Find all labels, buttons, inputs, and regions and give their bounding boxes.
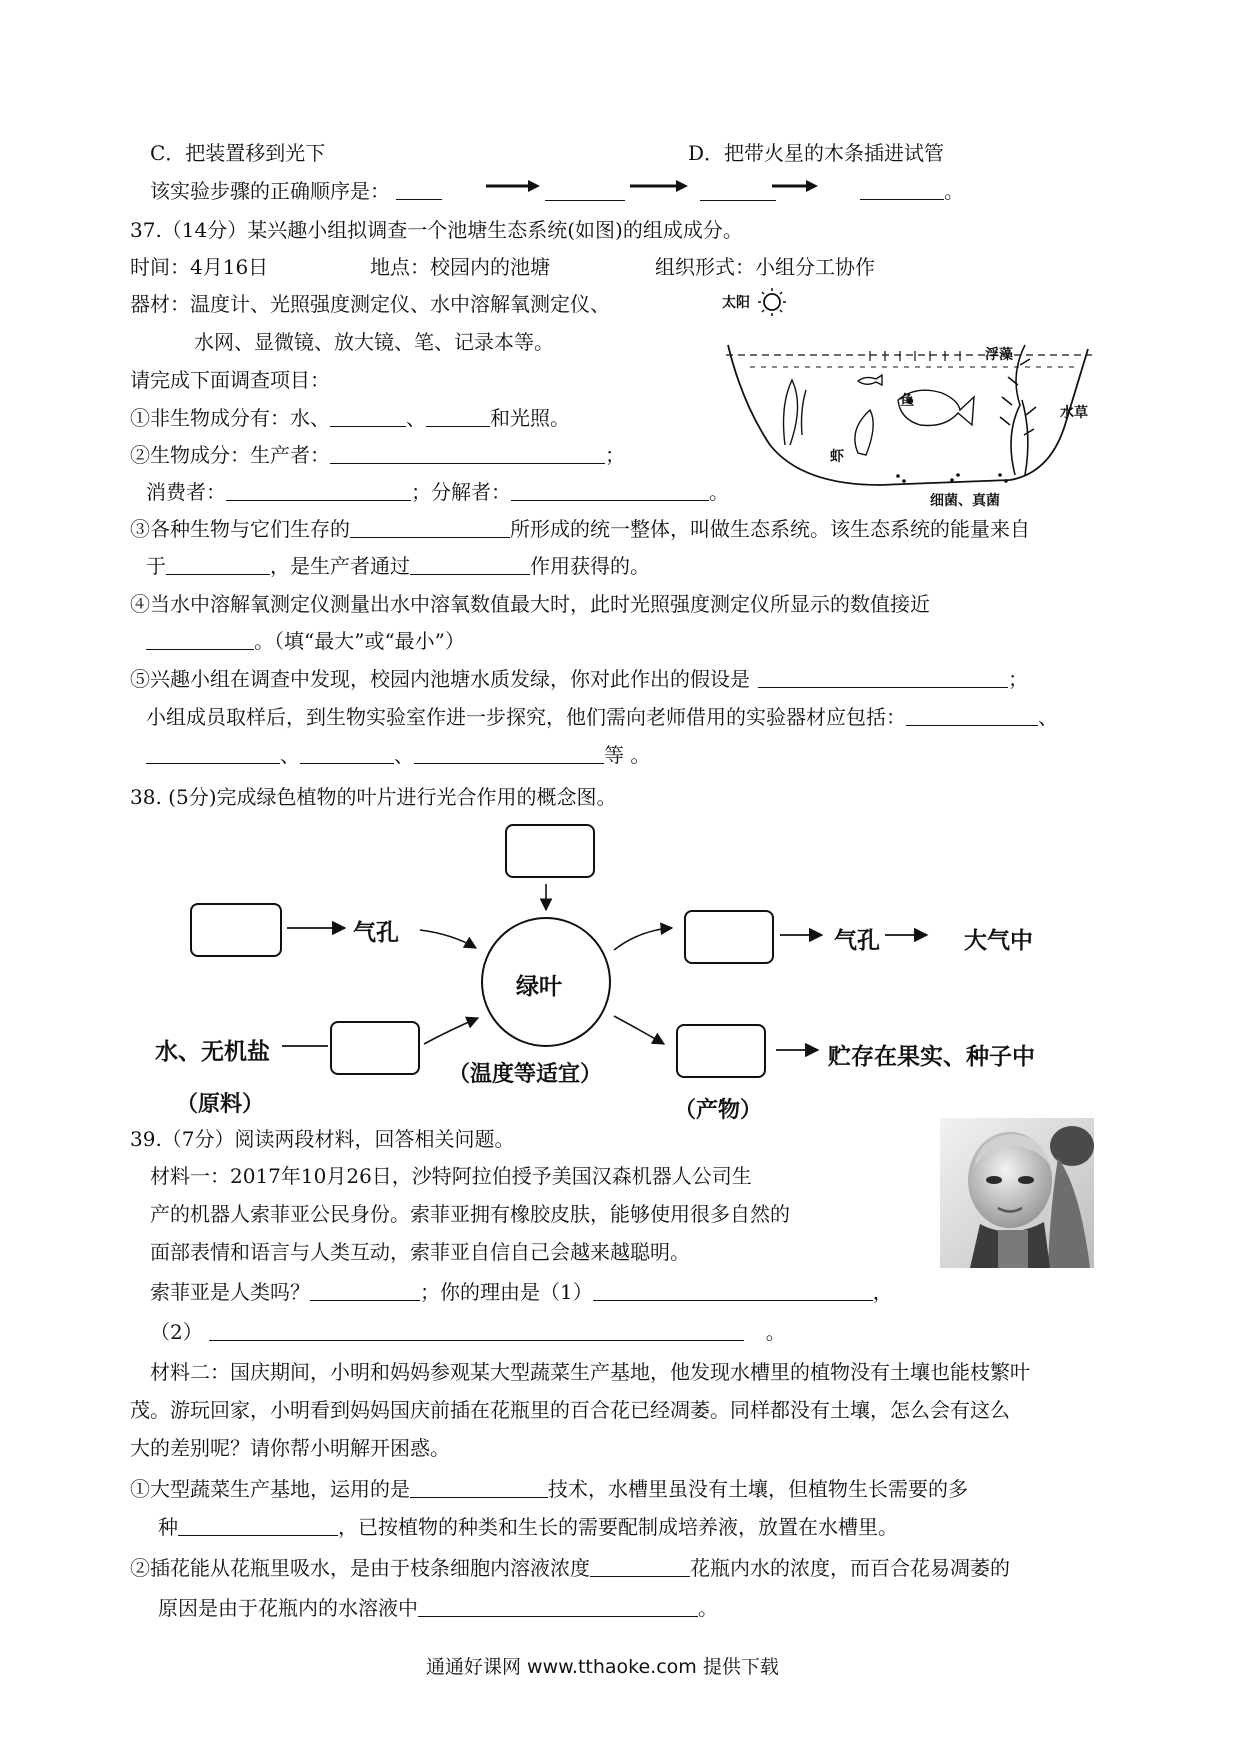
blank-reason-1[interactable] bbox=[593, 1280, 873, 1301]
blank-is-human[interactable] bbox=[310, 1280, 420, 1301]
q39-material-2-line-2: 茂。游玩回家，小明看到妈妈国庆前插在花瓶里的百合花已经凋萎。同样都没有土壤，怎么会有这么 bbox=[130, 1398, 1010, 1422]
q37-item-4-line-2: 。（填“最大”或“最小”） bbox=[146, 628, 465, 654]
q37-item-2-consumers: 消费者： ；分解者： 。 bbox=[146, 480, 729, 504]
order-prompt: 该实验步骤的正确顺序是： bbox=[150, 178, 442, 204]
label-water-plant: 水草 bbox=[1060, 405, 1088, 421]
q37-materials-2: 水网、显微镜、放大镜、笔、记录本等。 bbox=[194, 330, 554, 354]
q37-item-3-line-2: 于 ，是生产者通过 作用获得的。 bbox=[146, 554, 650, 578]
q39-material-1-line-2: 产的机器人索菲亚公民身份。索菲亚拥有橡胶皮肤，能够使用很多自然的 bbox=[150, 1202, 790, 1226]
blank-reason-2[interactable] bbox=[209, 1320, 744, 1341]
q39-sub-1-line-2: 种 ，已按植物的种类和生长的需要配制成培养液，放置在水槽里。 bbox=[158, 1515, 898, 1539]
label-algae: 浮藻 bbox=[985, 347, 1013, 363]
arrow-curve-icon bbox=[424, 1018, 478, 1044]
label-shrimp: 虾 bbox=[830, 449, 844, 465]
q37-time: 时间：4月16日 bbox=[130, 255, 269, 279]
label-raw-material: （原料） bbox=[176, 1092, 265, 1117]
q39-question-reason-2: （2） 。 bbox=[150, 1320, 786, 1344]
q39-sub-1-line-1: ①大型蔬菜生产基地，运用的是 技术，水槽里虽没有土壤，但植物生长需要的多 bbox=[130, 1477, 968, 1501]
q37-item-1: ①非生物成分有：水、 、 和光照。 bbox=[130, 406, 570, 430]
q37-item-5-line-3: 、 、 等 。 bbox=[146, 742, 650, 768]
arrow-curve-icon bbox=[614, 1016, 664, 1044]
q37-place: 地点：校园内的池塘 bbox=[370, 255, 550, 279]
blank-nutrients[interactable] bbox=[178, 1515, 338, 1536]
q37-item-4-line-1: ④当水中溶解氧测定仪测量出水中溶氧数值最大时，此时光照强度测定仪所显示的数值接近 bbox=[130, 592, 930, 616]
q37-item-5-line-2: 小组成员取样后，到生物实验室作进一步探究，他们需向老师借用的实验器材应包括： 、 bbox=[146, 705, 1058, 729]
q37-prompt: 请完成下面调查项目： bbox=[130, 368, 330, 392]
label-sun: 太阳 bbox=[722, 295, 750, 311]
label-water-salt: 水、无机盐 bbox=[155, 1039, 270, 1065]
q39-question-human: 索菲亚是人类吗？ ；你的理由是（1） ， bbox=[150, 1280, 893, 1304]
q37-item-5-line-1: ⑤兴趣小组在调查中发现，校园内池塘水质发绿，你对此作出的假设是 ； bbox=[130, 667, 1028, 691]
q39-sub-2-line-2: 原因是由于花瓶内的水溶液中 。 bbox=[158, 1596, 718, 1620]
q39-material-2-line-1: 材料二：国庆期间，小明和妈妈参观某大型蔬菜生产基地，他发现水槽里的植物没有土壤也能枝繁叶 bbox=[150, 1360, 1030, 1384]
label-store: 贮存在果实、种子中 bbox=[828, 1044, 1035, 1070]
label-product: （产物） bbox=[674, 1098, 763, 1123]
q39-header: 39.（7分）阅读两段材料，回答相关问题。 bbox=[130, 1127, 515, 1151]
label-stoma-out: 气孔 bbox=[834, 928, 880, 954]
q39-material-2-line-3: 大的差别呢？请你帮小明解开困惑。 bbox=[130, 1436, 450, 1460]
label-green-leaf: 绿叶 bbox=[516, 974, 562, 1000]
arrow-curve-icon bbox=[614, 928, 672, 950]
q38-header: 38. (5分)完成绿色植物的叶片进行光合作用的概念图。 bbox=[130, 785, 617, 809]
q37-materials-1: 器材：温度计、光照强度测定仪、水中溶解氧测定仪、 bbox=[130, 292, 610, 316]
q37-organization: 组织形式：小组分工协作 bbox=[655, 255, 875, 279]
q37-item-3-line-1: ③各种生物与它们生存的 所形成的统一整体，叫做生态系统。该生态系统的能量来自 bbox=[130, 517, 1030, 541]
blank-wilt-reason[interactable] bbox=[418, 1596, 698, 1617]
blank-concentration[interactable] bbox=[590, 1556, 690, 1577]
q39-sub-2-line-1: ②插花能从花瓶里吸水，是由于枝条细胞内溶液浓度 花瓶内水的浓度，而百合花易凋萎的 bbox=[130, 1556, 1010, 1580]
q39-material-1-line-3: 面部表情和语言与人类互动，索菲亚自信自己会越来越聪明。 bbox=[150, 1240, 690, 1264]
blank-technology[interactable] bbox=[410, 1477, 548, 1498]
arrow-curve-icon bbox=[420, 930, 476, 948]
q39-material-1-line-1: 材料一：2017年10月26日，沙特阿拉伯授予美国汉森机器人公司生 bbox=[150, 1164, 752, 1188]
label-microbes: 细菌、真菌 bbox=[930, 493, 1000, 509]
order-end: 。 bbox=[860, 178, 964, 204]
sophia-robot-photo bbox=[940, 1118, 1094, 1268]
q37-header: 37.（14分）某兴趣小组拟调查一个池塘生态系统(如图)的组成成分。 bbox=[130, 218, 743, 242]
page-footer: 通通好课网 www.tthaoke.com 提供下载 bbox=[426, 1656, 779, 1678]
q37-item-2: ②生物成分：生产者： ； bbox=[130, 443, 625, 467]
option-c: C．把装置移到光下 bbox=[150, 141, 326, 165]
label-atmosphere: 大气中 bbox=[964, 928, 1033, 954]
label-condition: （温度等适宜） bbox=[448, 1062, 603, 1087]
option-d: D．把带火星的木条插进试管 bbox=[688, 141, 945, 165]
label-fish: 鱼 bbox=[900, 393, 914, 409]
label-stoma-in: 气孔 bbox=[353, 920, 399, 946]
